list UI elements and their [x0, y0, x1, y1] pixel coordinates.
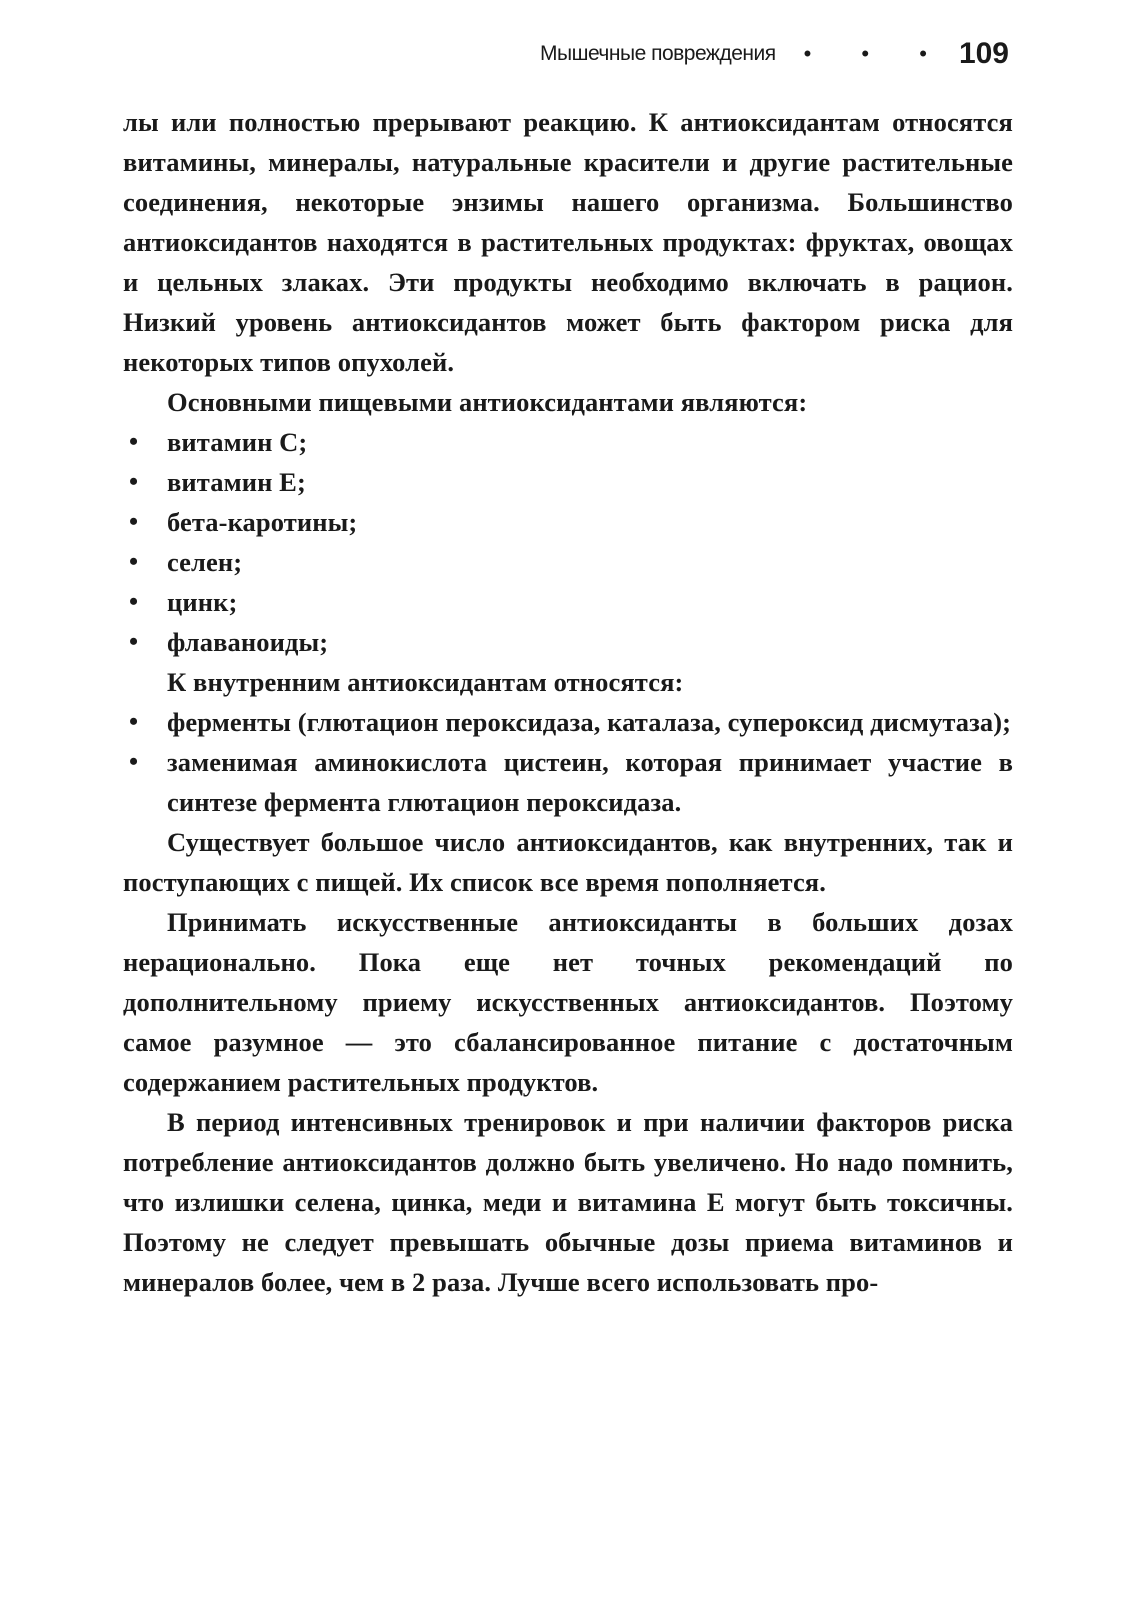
list-item: [123, 542, 1013, 582]
list-item-text: флаваноиды;: [167, 627, 329, 657]
list-item-text: бета-каротины;: [167, 507, 358, 537]
paragraph: Принимать искусственные антиоксиданты в больших дозах нерационально. Пока еще нет точных рекомендаций по дополнительному приему искусственных антиоксидантов. Поэтому самое разумное — это сбалансированное питание с достаточным содержанием растительных продуктов.: [123, 907, 1013, 1097]
bullet-icon: •: [129, 707, 139, 736]
list-item: [123, 622, 1013, 662]
bullet-icon: •: [129, 467, 139, 496]
list-item: [123, 582, 1013, 622]
list-item: [123, 422, 1013, 462]
list-intro-dietary-antioxidants: Основными пищевыми антиоксидантами являются:: [167, 387, 808, 417]
bullet-icon: •: [129, 547, 139, 576]
list-intro-internal-antioxidants: К внутренним антиоксидантам относятся:: [167, 667, 684, 697]
paragraph: В период интенсивных тренировок и при наличии факторов риска потребление антиоксидантов должно быть увеличено. Но надо помнить, что излишки селена, цинка, меди и витамина Е могут быть токсичны. Поэтому не следует превышать обычные дозы приема витаминов и минералов более, чем в 2 раза. Лучше всего использовать про-: [123, 1107, 1013, 1297]
list-item-text: заменимая аминокислота цистеин, которая принимает участие в синтезе фермента глютацион пероксидаза.: [167, 747, 1013, 817]
list-item: [123, 742, 1013, 822]
running-title: Мышечные повреждения: [540, 42, 776, 65]
internal-antioxidants-list: [123, 702, 1013, 822]
bullet-icon: •: [129, 627, 139, 656]
page-body: [123, 102, 1013, 1302]
list-item-text: селен;: [167, 547, 243, 577]
list-item: [123, 502, 1013, 542]
bullet-icon: •: [129, 427, 139, 456]
list-item: [123, 462, 1013, 502]
running-header: [123, 28, 1013, 80]
list-item-text: витамин Е;: [167, 467, 306, 497]
paragraph: Существует большое число антиоксидантов, как внутренних, так и поступающих с пищей. Их список все время пополняется.: [123, 827, 1013, 897]
dietary-antioxidants-list: [123, 422, 1013, 662]
list-item: [123, 702, 1013, 742]
bullet-icon: •: [129, 747, 139, 776]
list-item-text: цинк;: [167, 587, 238, 617]
paragraph-continued: лы или полностью прерывают реакцию. К антиоксидантам относятся витамины, минералы, натуральные красители и другие растительные соединения, некоторые энзимы нашего организма. Большинство антиоксидантов находятся в растительных продуктах: фруктах, овощах и цельных злаках. Эти продукты необходимо включать в рацион. Низкий уровень антиоксидантов может быть фактором риска для некоторых типов опухолей.: [123, 107, 1013, 377]
book-page: [123, 28, 1013, 1302]
list-item-text: витамин С;: [167, 427, 308, 457]
list-item-text: ферменты (глютацион пероксидаза, каталаза, супероксид дисмутаза);: [167, 707, 1012, 737]
bullet-icon: •: [129, 587, 139, 616]
page-number: 109: [958, 37, 1009, 70]
header-dots: • • •: [803, 41, 949, 66]
bullet-icon: •: [129, 507, 139, 536]
